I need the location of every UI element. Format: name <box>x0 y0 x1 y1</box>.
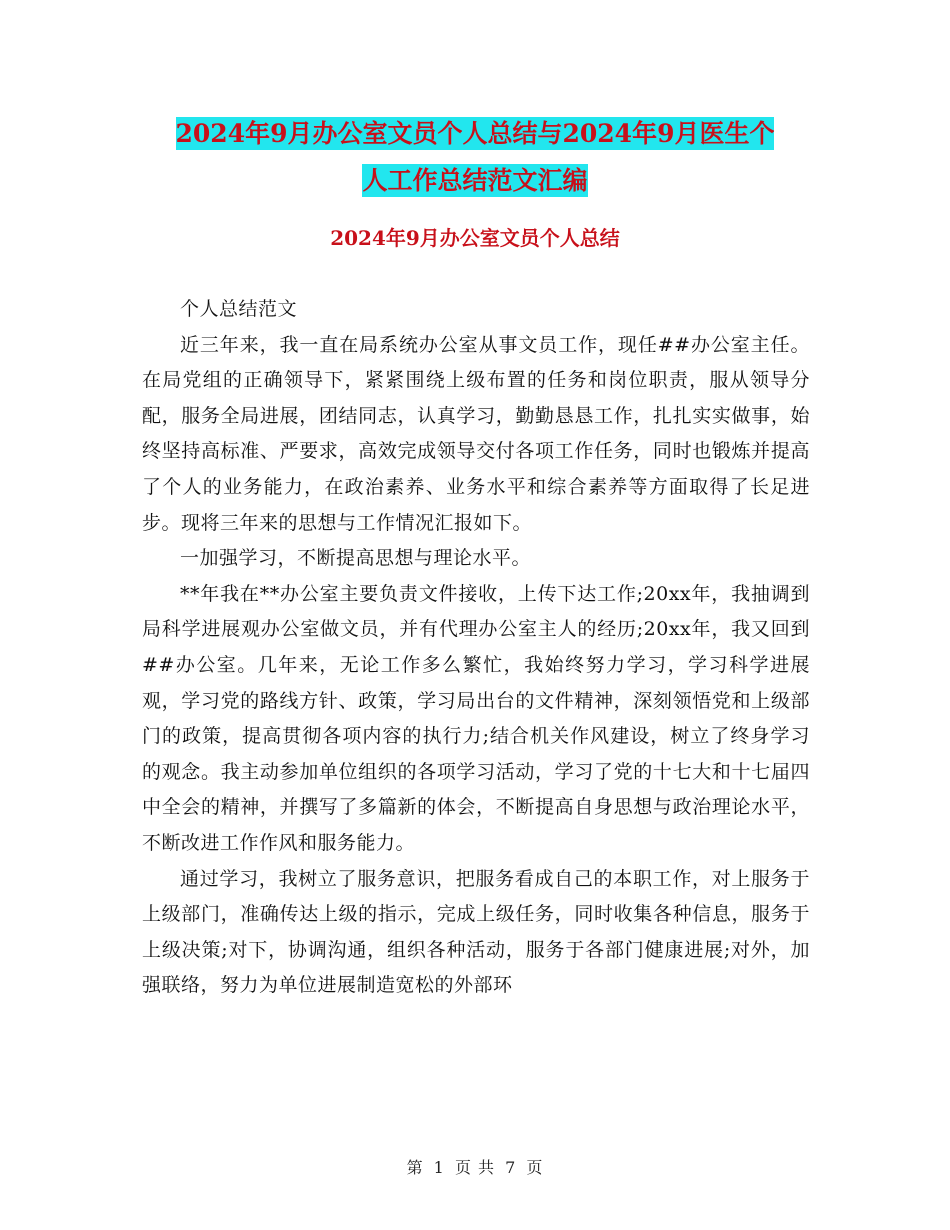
document-body <box>142 292 810 1004</box>
document-title-line-1: 2024年9月办公室文员个人总结与2024年9月医生个 <box>175 119 775 148</box>
paragraph-heading: 一加强学习，不断提高思想与理论水平。 <box>180 547 532 570</box>
page-number-current: 1 <box>433 1158 445 1177</box>
paragraph: 近三年来，我一直在局系统办公室从事文员工作，现任##办公室主任。在局党组的正确领导下，紧紧围绕上级布置的任务和岗位职责，服从领导分配，服务全局进展，团结同志，认真学习，勤勤恳恳工作，扎扎实实做事，始终坚持高标准、严要求，高效完成领导交付各项工作任务，同时也锻炼并提高了个人的业务能力，在政治素养、业务水平和综合素养等方面取得了长足进步。现将三年来的思想与工作情况汇报如下。 <box>142 333 810 534</box>
paragraph: 通过学习，我树立了服务意识，把服务看成自己的本职工作，对上服务于上级部门，准确传达上级的指示，完成上级任务，同时收集各种信息，服务于上级决策;对下，协调沟通，组织各种活动，服务于各部门健康进展;对外，加强联络，努力为单位进展制造宽松的外部环 <box>142 867 810 997</box>
page-label-suffix: 页 <box>526 1158 544 1177</box>
page-number-total: 7 <box>505 1158 517 1177</box>
page-label-mid: 页 共 <box>454 1158 496 1177</box>
paragraph-subtitle: 个人总结范文 <box>180 298 298 320</box>
page-label-prefix: 第 <box>406 1158 424 1177</box>
paragraph: **年我在**办公室主要负责文件接收，上传下达工作;20xx年，我抽调到局科学进展观办公室做文员，并有代理办公室主人的经历;20xx年，我又回到##办公室。几年来，无论工作多么繁忙，我始终努力学习，学习科学进展观，学习党的路线方针、政策，学习局出台的文件精神，深刻领悟党和上级部门的政策，提高贯彻各项内容的执行力;结合机关作风建设，树立了终身学习的观念。我主动参加单位组织的各项学习活动，学习了党的十七大和十七届四中全会的精神，并撰写了多篇新的体会，不断提高自身思想与政治理论水平，不断改进工作作风和服务能力。 <box>142 582 810 854</box>
section-title: 2024年9月办公室文员个人总结 <box>330 226 620 250</box>
document-title-line-2: 人工作总结范文汇编 <box>362 166 588 195</box>
document-title <box>140 110 810 204</box>
page-footer <box>0 1155 950 1178</box>
